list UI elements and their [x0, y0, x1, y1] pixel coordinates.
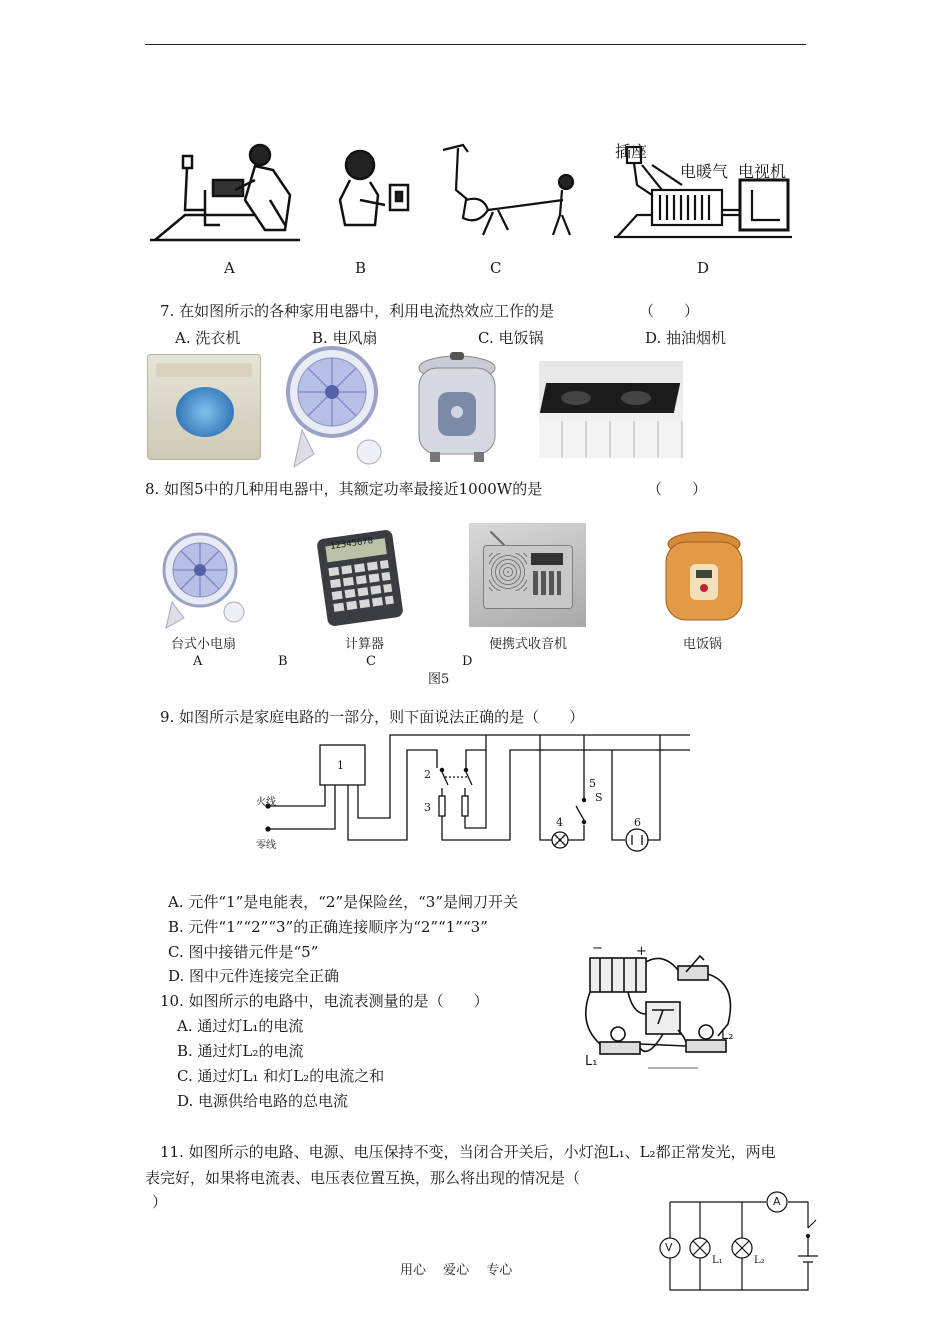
q11-stem-line3: ） — [152, 1193, 168, 1211]
q9-stem: 9. 如图所示是家庭电路的一部分，则下面说法正确的是（ ） — [160, 708, 585, 726]
q9-option-a: A. 元件“1”是电能表，“2”是保险丝，“3”是闸刀开关 — [168, 893, 519, 911]
q7-stem: 7. 在如图所示的各种家用电器中，利用电流热效应工作的是 — [160, 302, 555, 320]
q8-caption-fan: 台式小电扇 — [171, 637, 237, 652]
q11-stem-line1: 11. 如图所示的电路、电源、电压保持不变，当闭合开关后，小灯泡L₁、L₂都正常发光，两电 — [160, 1143, 776, 1161]
q6-figure-b — [330, 140, 420, 250]
q9-option-b: B. 元件“1”“2”“3”的正确连接顺序为“2”“1”“3” — [168, 918, 488, 936]
q9-label-s: S — [595, 791, 603, 804]
q9-option-d: D. 图中元件连接完全正确 — [168, 967, 340, 985]
q11-l1-label: L₁ — [712, 1255, 723, 1266]
q8-answer-blank: （ ） — [647, 480, 708, 498]
q8-letter-d: D — [462, 654, 473, 669]
q7-answer-blank: （ ） — [639, 302, 700, 320]
q9-label-4: 4 — [556, 816, 563, 829]
q6-figure-c — [438, 140, 588, 250]
q10-plus-label: + — [636, 944, 647, 959]
q8-radio-image — [469, 523, 586, 627]
header-rule — [145, 44, 806, 45]
q9-circuit-diagram — [250, 730, 695, 860]
q6-option-b: B — [355, 259, 367, 277]
q6-tv-label: 电视机 — [738, 162, 787, 181]
q8-letter-c: C — [366, 654, 376, 669]
q8-rice-cooker-image — [658, 528, 750, 628]
q10-option-d: D. 电源供给电路的总电流 — [177, 1092, 349, 1110]
q8-caption-rice-cooker: 电饭锅 — [683, 637, 723, 652]
q10-option-c: C. 通过灯L₁ 和灯L₂的电流之和 — [177, 1067, 385, 1085]
q6-option-c: C — [490, 259, 502, 277]
q6-socket-label: 插座 — [615, 142, 648, 161]
q10-minus-label: − — [592, 941, 603, 956]
q9-label-3: 3 — [424, 801, 431, 814]
page-footer: 用心 爱心 专心 — [400, 1263, 513, 1278]
q11-l2-label: L₂ — [754, 1255, 765, 1266]
q6-heater-label: 电暖气 — [680, 162, 729, 181]
q8-calculator-display: 12345678 — [329, 536, 374, 552]
q8-figure-caption: 图5 — [428, 672, 450, 687]
q9-option-c: C. 图中接错元件是“5” — [168, 943, 319, 961]
q9-label-1: 1 — [337, 759, 344, 772]
q8-caption-radio: 便携式收音机 — [489, 637, 568, 652]
q10-circuit-photo — [578, 944, 743, 1072]
q10-stem: 10. 如图所示的电路中，电流表测量的是（ ） — [160, 992, 489, 1010]
q11-stem-line2: 表完好，如果将电流表、电压表位置互换，那么将出现的情况是（ — [145, 1169, 581, 1187]
q7-fan-image — [284, 342, 384, 472]
q7-rice-cooker-image — [410, 352, 505, 468]
q8-letter-a: A — [193, 654, 203, 669]
q10-option-b: B. 通过灯L₂的电流 — [177, 1042, 304, 1060]
q7-option-a: A. 洗衣机 — [175, 329, 241, 347]
q8-stem: 8. 如图5中的几种用电器中，其额定功率最接近1000W的是 — [145, 480, 543, 498]
q7-option-c: C. 电饭锅 — [478, 329, 544, 347]
q7-washing-machine-image — [147, 354, 261, 460]
q10-l2-label: L₂ — [721, 1028, 734, 1043]
q9-label-5: 5 — [589, 777, 596, 790]
q7-range-hood-image — [539, 361, 683, 458]
q7-option-b: B. 电风扇 — [312, 329, 378, 347]
q9-neutral-wire-label: 零线 — [256, 840, 276, 851]
q8-caption-calculator: 计算器 — [345, 637, 385, 652]
q11-circuit-diagram — [650, 1190, 820, 1294]
q9-label-6: 6 — [634, 816, 641, 829]
q6-option-d: D — [697, 259, 710, 277]
q11-ammeter-label: A — [773, 1195, 781, 1208]
q8-letter-b: B — [278, 654, 288, 669]
q6-option-a: A — [224, 259, 235, 277]
q9-live-wire-label: 火线 — [256, 797, 276, 808]
q9-label-2: 2 — [424, 768, 431, 781]
q10-option-a: A. 通过灯L₁的电流 — [177, 1017, 304, 1035]
q8-desk-fan-image — [158, 530, 250, 630]
q10-l1-label: L₁ — [585, 1054, 598, 1069]
q7-option-d: D. 抽油烟机 — [645, 329, 727, 347]
q11-voltmeter-label: V — [665, 1241, 673, 1254]
q6-figure-a — [145, 140, 305, 250]
